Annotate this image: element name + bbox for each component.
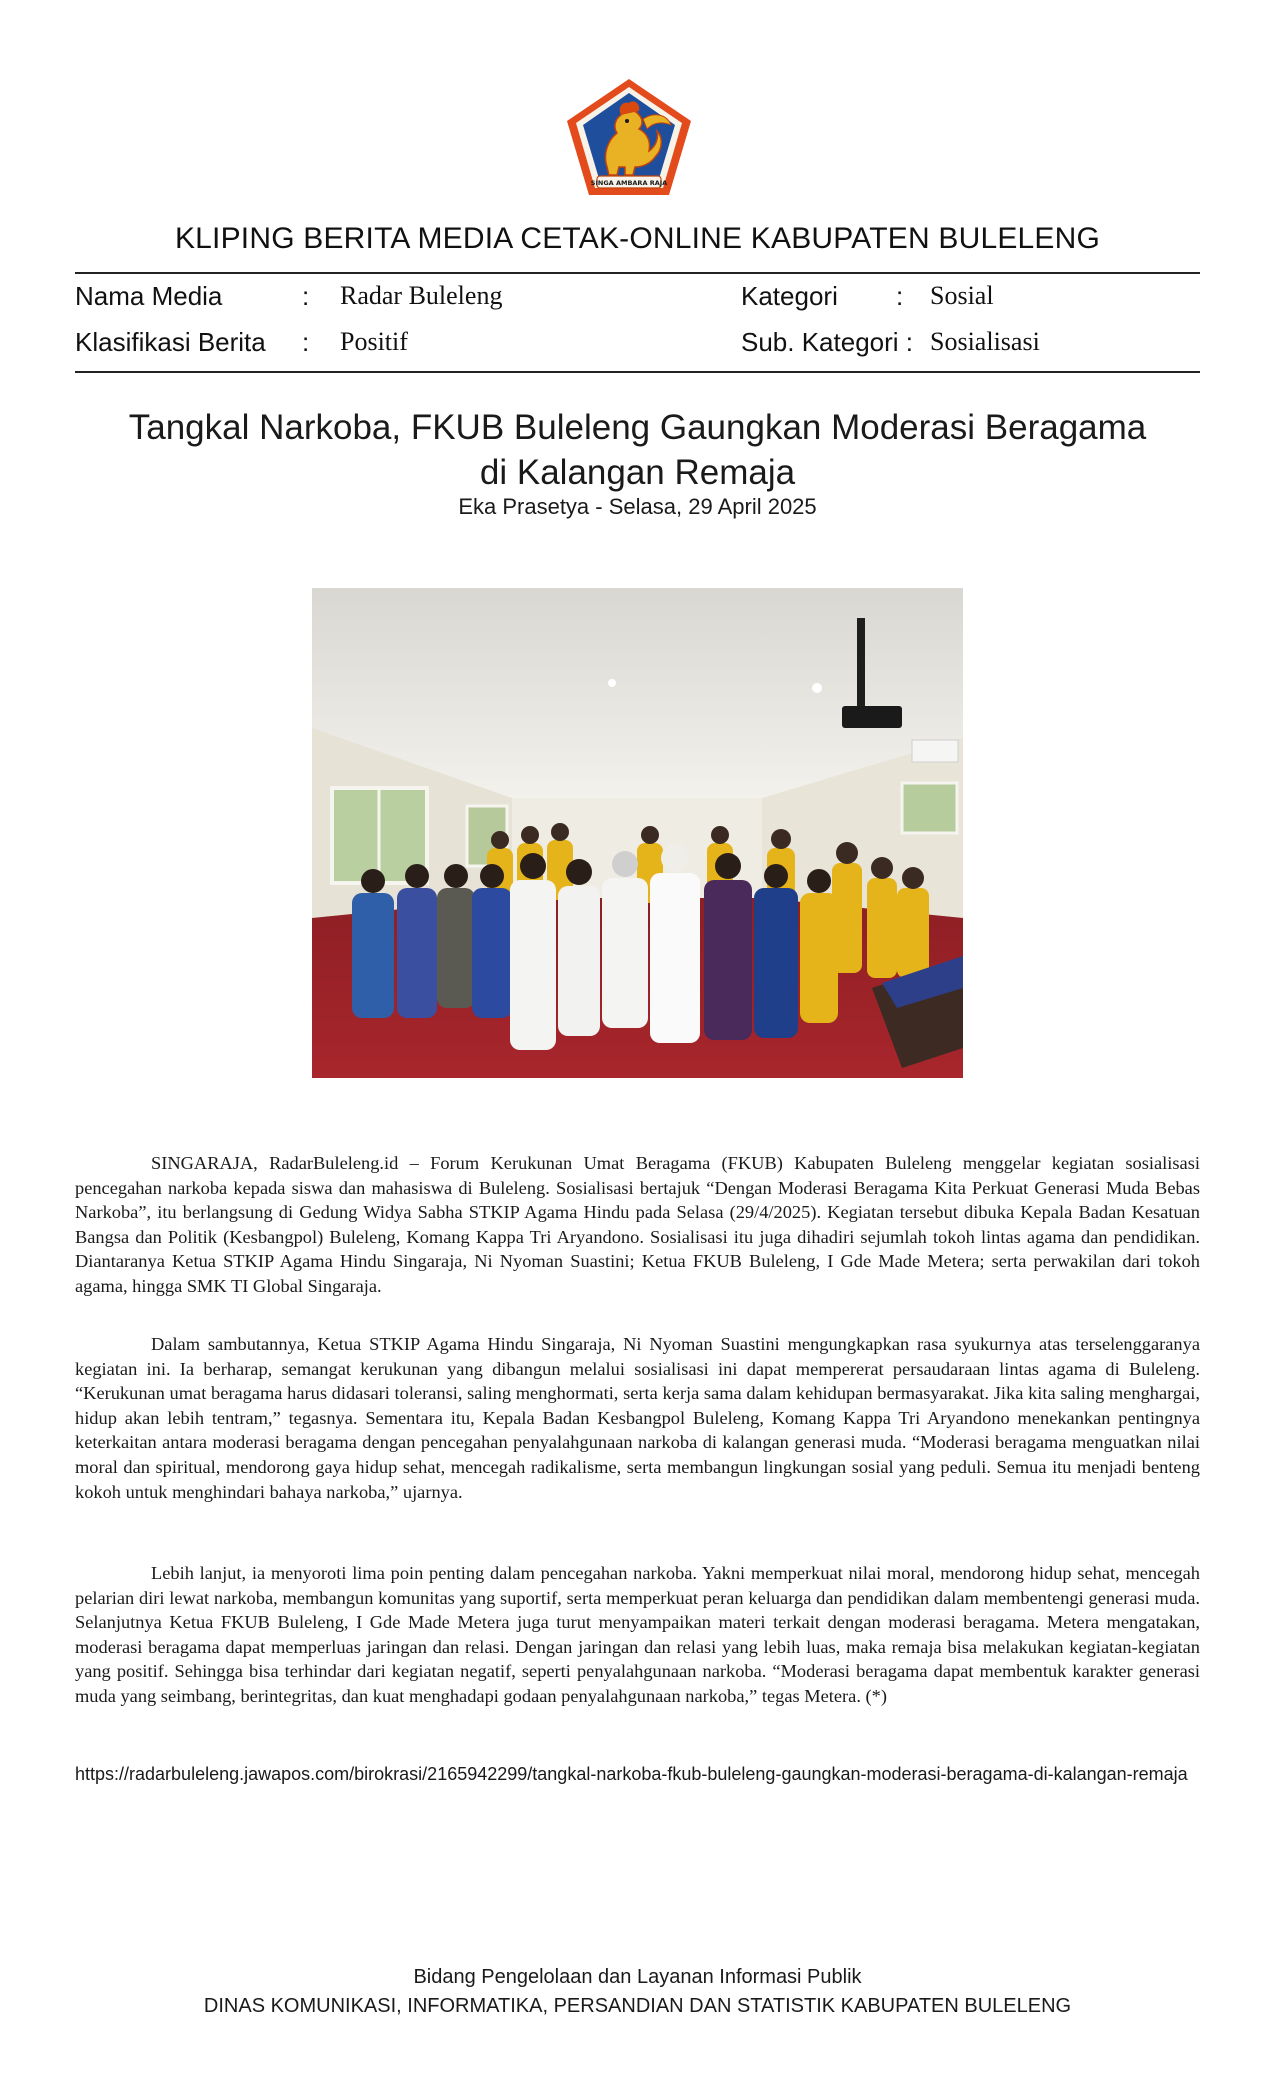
logo-caption: SINGA AMBARA RAJA [590,179,668,187]
group-photo-image [312,588,963,1078]
document-title: KLIPING BERITA MEDIA CETAK-ONLINE KABUPATEN BULELENG [174,222,1101,255]
kategori-colon: : [896,281,904,311]
source-link[interactable]: https://radarbuleleng.jawapos.com/birokrasi/2165942299/tangkal-narkoba-fkub-buleleng-gaungkan-moderasi-beragama-di-kalangan-remaja [75,1764,1188,1784]
article-paragraph: Dalam sambutannya, Ketua STKIP Agama Hindu Singaraja, Ni Nyoman Suastini mengungkapkan rasa syukurnya atas terselenggaranya kegiatan ini. Ia berharap, semangat kerukunan yang dibangun melalui sosialisasi ini dapat mempererat persaudaraan lintas agama di Buleleng. “Kerukunan umat beragama harus didasari toleransi, saling menghormati, serta kerja sama dalam kehidupan bermasyarakat. Jika kita saling menghargai, hidup akan lebih tentram,” tegasnya. Sementara itu, Kepala Badan Kesbangpol Buleleng, Komang Kappa Tri Aryandono menekankan pentingnya keterkaitan antara moderasi beragama dengan pencegahan penyalahgunaan narkoba di kalangan generasi muda. “Moderasi beragama menguatkan nilai moral dan spiritual, mendorong gaya hidup sehat, mencegah radikalisme, serta membangun lingkungan sosial yang peduli. Semua itu menjadi benteng kokoh untuk menghindari bahaya narkoba,” ujarnya. [75,1334,1200,1502]
nama-media-label: Nama Media [75,281,223,311]
crest-icon [563,75,695,199]
sub-kategori-label: Sub. Kategori : [741,327,913,357]
klasifikasi-berita-colon: : [302,327,310,357]
nama-media-value: Radar Buleleng [340,281,503,310]
kategori-label: Kategori [741,281,838,311]
footer-division: Bidang Pengelolaan dan Layanan Informasi Publik [413,1966,862,1988]
footer-agency: DINAS KOMUNIKASI, INFORMATIKA, PERSANDIAN DAN STATISTIK KABUPATEN BULELENG [203,1995,1072,2017]
klasifikasi-berita-label: Klasifikasi Berita [75,327,266,357]
article-byline: Eka Prasetya - Selasa, 29 April 2025 [458,494,817,519]
header-top-rule [75,272,1200,274]
headline-line-1: Tangkal Narkoba, FKUB Buleleng Gaungkan Moderasi Beragama [128,408,1147,447]
kategori-value: Sosial [930,281,994,310]
header-bottom-rule [75,371,1200,373]
singa-ambara-raja-logo [563,75,695,199]
article-paragraph: SINGARAJA, RadarBuleleng.id – Forum Kerukunan Umat Beragama (FKUB) Kabupaten Buleleng menggelar kegiatan sosialisasi pencegahan narkoba kepada siswa dan mahasiswa di Buleleng. Sosialisasi bertajuk “Dengan Moderasi Beragama Kita Perkuat Generasi Muda Bebas Narkoba”, itu berlangsung di Gedung Widya Sabha STKIP Agama Hindu pada Selasa (29/4/2025). Kegiatan tersebut dibuka Kepala Badan Kesatuan Bangsa dan Politik (Kesbangpol) Buleleng, Komang Kappa Tri Aryandono. Sosialisasi itu juga dihadiri sejumlah tokoh lintas agama dan pendidikan. Diantaranya Ketua STKIP Agama Hindu Singaraja, Ni Nyoman Suastini; Ketua FKUB Buleleng, I Gde Made Metera; serta perwakilan dari tokoh agama, hingga SMK TI Global Singaraja. [75,1153,1200,1296]
article-paragraph: Lebih lanjut, ia menyoroti lima poin penting dalam pencegahan narkoba. Yakni memperkuat nilai moral, mendorong hidup sehat, mencegah pelarian diri lewat narkoba, membangun komunitas yang suportif, serta memperkuat peran keluarga dan pendidikan dalam membentengi generasi muda. Selanjutnya Ketua FKUB Buleleng, I Gde Made Metera juga turut menyampaikan materi terkait dengan moderasi beragama. Metera mengatakan, moderasi beragama dapat memperluas jaringan dan relasi. Dengan jaringan dan relasi yang lebih luas, maka remaja bisa melakukan kegiatan-kegiatan yang positif. Sehingga bisa terhindar dari kegiatan negatif, seperti penyalahgunaan narkoba. “Moderasi beragama dapat membentuk karakter generasi muda yang seimbang, berintegritas, dan kuat menghadapi godaan penyalahgunaan narkoba,” tegas Metera. (*) [75,1563,1200,1706]
article-headline [60,405,1215,495]
nama-media-colon: : [302,281,310,311]
headline-line-2: di Kalangan Remaja [479,453,796,492]
klasifikasi-berita-value: Positif [340,327,408,356]
sub-kategori-value: Sosialisasi [930,327,1040,356]
article-photo [312,588,963,1078]
